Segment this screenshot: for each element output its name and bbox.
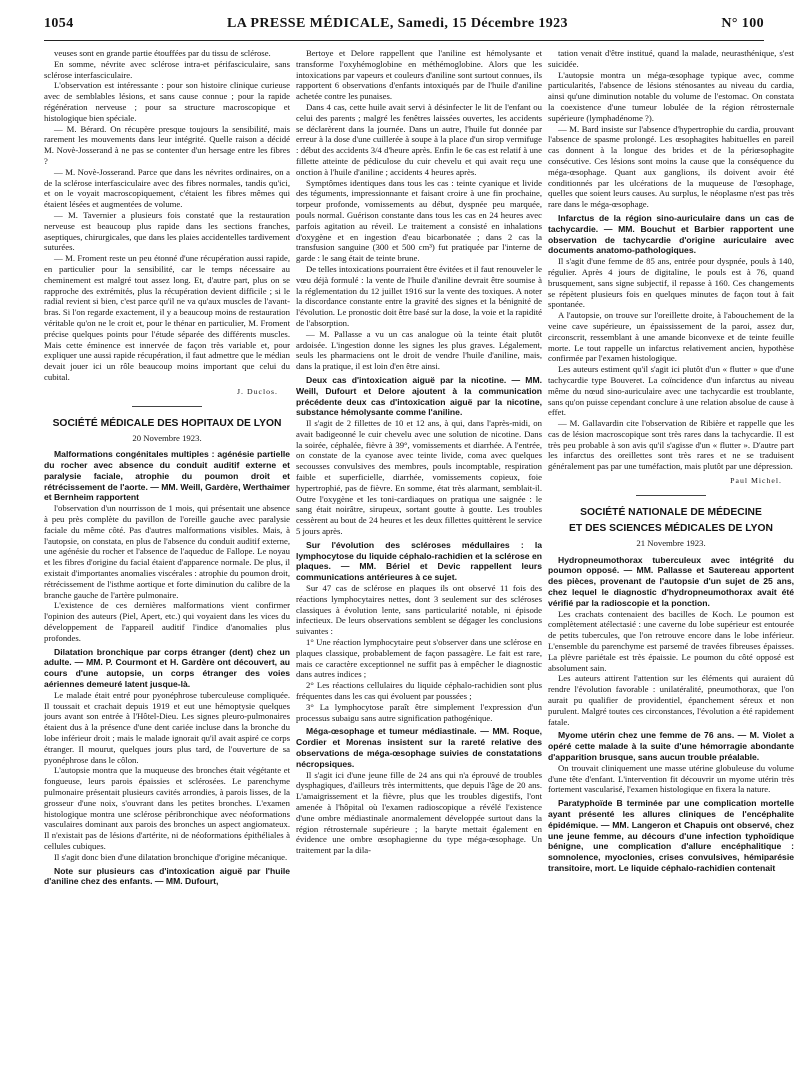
paragraph: Les auteurs attirent l'attention sur les éléments qui auraient dû rendre l'évolution favorable : unilatéralité, pneumothorax, que l'on aurait pu qualifier de providentiel, épanchement séreux et non purulent. Malgré toutes ces circonstances, l'évolution a été rapidement fatale. — [548, 673, 794, 727]
issue-number: N° 100 — [721, 16, 764, 31]
paragraph: L'autopsie montra que la muqueuse des bronches était végétante et fongueuse, leurs parois épaissies et sclérosées. Le parenchyme pulmonaire présentait plusieurs cavités arrondies, à parois lisses, de la grosseur d'une noix, s'ouvrant dans les petites bronches. L'examen histologique montra une sclérose péribronchique avec néoformations vasculaires dominant aux parois des bronches un aspect angiomateux. Il n'existait pas de lésions d'artérite, ni de néoformations épithéliales à cellules cubiques. — [44, 765, 290, 851]
paragraph: L'autopsie montra un méga-œsophage typique avec, comme particularités, l'absence de lésions sténosantes au niveau du cardia, ainsi qu'une diminution notable du volume de l'estomac. On constata la coexistence d'une tumeur lobulée de la région rétrosternale supérieure (lymphadénome ?). — [548, 69, 794, 123]
author-signature: Paul Michel. — [730, 476, 782, 486]
paragraph: tation venait d'être institué, quand la malade, neurasthénique, s'est suicidée. — [548, 48, 794, 69]
journal-title: LA PRESSE MÉDICALE, Samedi, 15 Décembre 1923 — [227, 16, 568, 31]
paragraph: Bertoye et Delore rappellent que l'aniline est hémolysante et transforme l'oxyhémoglobine en méthémoglobine. Alors que les intoxications par vapeurs et couleurs d'aniline sont surtout connues, ils rapportent 6 observations d'enfants intoxiqués par de l'huile d'aniline achetée contre les punaises. — [296, 48, 542, 102]
section-divider — [132, 406, 202, 407]
article-heading: Dilatation bronchique par corps étranger (dent) chez un adulte. — MM. P. Courmont et H. Gardère ont découvert, au cours d'une autopsie, un corps étranger des voies aériennes demeuré latent jusque-là. — [44, 646, 290, 690]
society-heading: ET DES SCIENCES MÉDICALES DE LYON — [569, 522, 773, 534]
paragraph: L'existence de ces dernières malformations vient confirmer l'opinion des auteurs (Piel, Apert, etc.) qui voyaient dans les vices du développement de l'appareil auditif l'indice d'anomalies plus profondes. — [44, 600, 290, 643]
society-heading: SOCIÉTÉ NATIONALE DE MÉDECINE — [580, 506, 762, 518]
paragraph: — M. Pallasse a vu un cas analogue où la teinte était plutôt ardoisée. L'ingestion donne les signes les plus graves. Légalement, seuls les pharmaciens ont le droit de vendre l'huile d'aniline, mais, dans la pratique, il est loin d'en être ainsi. — [296, 328, 542, 372]
paragraph: 2° Les réactions cellulaires du liquide céphalo-rachidien sont plus fréquentes dans les cas qui évoluent par poussées ; — [296, 680, 542, 702]
paragraph: — M. Novè-Josserand. Parce que dans les névrites ordinaires, on a de la sclérose interfasciculaire avec des fibres normales, tandis qu'ici, et on le voyait macroscopiquement, c'étaient les fibres mêmes qui étaient lésées et augmentées de volume. — [44, 166, 290, 210]
paragraph: — M. Froment reste un peu étonné d'une récupération aussi rapide, en particulier pour la sensibilité, car le temps nécessaire au cheminement est malgré tout assez long. Et, d'autre part, plus on se rapproche des extrémités, plus la récupération devient difficile ; si le radial revient si bien, c'est parce qu'il ne va qu'aux muscles de l'avant-bras. Si l'on regarde exactement, il y a beaucoup moins de restauration véritable qu'on ne le croit et, pour le thénar en particulier, M. Froment précise quelques points pour l'étude séparée des différents muscles. Mais cette éminence est innervée de façon très variable et, pour expliquer une aussi rapide récupération, il faut admettre que le médian devait jouer ici un rôle beaucoup moins important que celui du cubital. — [44, 253, 290, 382]
article-heading: Sur l'évolution des scléroses médullaires : la lymphocytose du liquide céphalo-rachidien et la sclérose en plaques. — MM. Bériel et Devic rappellent leurs communications antérieures à ce sujet. — [296, 539, 542, 583]
article-heading: Hydropneumothorax tuberculeux avec intégrité du poumon opposé. — MM. Pallasse et Sautereau apportent des pièces, provenant de l'autopsie d'un sujet de 25 ans, chez lequel le diagnostic d'hydropneumothorax avait été vérifié par la radioscopie et la ponction. — [548, 554, 794, 608]
paragraph: A l'autopsie, on trouve sur l'oreillette droite, à l'abouchement de la veine cave supérieure, un épaississement de la paroi, assez dur, circonscrit, ressemblant à une amande biconvexe et de teinte feuille morte. Le tout rappelle un infarctus relativement ancien, hypothèse confirmée par l'examen histologique. — [548, 310, 794, 364]
page-number: 1054 — [44, 16, 74, 31]
session-date: 20 Novembre 1923. — [132, 432, 202, 443]
column-3 — [548, 48, 794, 1078]
paragraph: Il s'agit de 2 fillettes de 10 et 12 ans, à qui, dans l'après-midi, on avait badigeonné le cuir chevelu avec une solution de nicotine. Dans la soirée, céphalée, fièvre à 39°, vomissements et diarrhée. A l'entrée, on constate de la cyanose avec teinte livide, coma avec quelques secousses convulsives des membres, pouls incomptable, respiration faible et superficielle, diarrhée, vomissements copieux, foie hypertrophié, pas de fièvre. En somme, état très alarmant, semblait-il. Outre l'oxygène et les toni-cardiaques on pratiqua une saignée : le sang était noirâtre, sirupeux, sortant goutte à goutte. Les troubles cessèrent au bout de 24 heures et les deux fillettes quittèrent le service 5 jours après. — [296, 418, 542, 537]
header-rule — [44, 40, 764, 41]
paragraph: — M. Bérard. On récupère presque toujours la sensibilité, mais rarement les mouvements dans leur intégrité. Quelle raison a décidé M. Novè-Josserand à ne pas se contenter d'un hersage entre les fibres ? — [44, 123, 290, 166]
paragraph: Symptômes identiques dans tous les cas : teinte cyanique et livide des téguments, impressionnante et faisant croire à une fin prochaine, torpeur profonde, vomissements au début, dyspnée peu marquée, pouls normal. Guérison constante dans tous les cas en 24 heures avec parfois agitation au réveil. Le traitement a consisté en inhalations d'oxygène et en ingestion d'eau bicarbonatée ; dans 2 cas la transfusion sanguine (300 et 500 cm³) fut pratiquée par l'interne de garde : le sang était de teinte brune. — [296, 177, 542, 264]
article-heading: Deux cas d'intoxication aiguë par la nicotine. — MM. Weill, Dufourt et Delore ajoutent à la communication précédente deux cas d'intoxication aiguë par la nicotine, substance hémolysante comme l'aniline. — [296, 374, 542, 418]
column-1 — [44, 48, 290, 1078]
paragraph: Il s'agit ici d'une jeune fille de 24 ans qui n'a éprouvé de troubles dysphagiques, d'ailleurs très intermittents, que depuis l'âge de 20 ans. L'amaigrissement et la fièvre, plus que les troubles digestifs, l'ont amenée à l'hôpital où l'examen radioscopique a révélé l'existence d'une ombre médiastinale anormalement développée surtout dans la région rétrosternale supérieure ; la baryte mettait également en évidence une ombre œsophagienne du type méga-œsophage. Un traitement par la dila- — [296, 769, 542, 856]
article-heading: Malformations congénitales multiples : agénésie partielle du rocher avec absence du conduit auditif externe et paralysie faciale, atrophie du poumon droit et rétrécissement de l'aorte. — MM. Weill, Gardère, Werthaimer et Bernheim rapportent — [44, 449, 290, 503]
paragraph: On trouvait cliniquement une masse utérine globuleuse du volume d'une tête d'enfant. L'intervention fit découvrir un myome utérin très fortement vascularisé, l'examen histologique en fixera la nature. — [548, 762, 794, 795]
author-signature: J. Duclos. — [237, 386, 278, 396]
article-heading: Méga-œsophage et tumeur médiastinale. — MM. Roque, Cordier et Morenas insistent sur la rareté relative des observations de méga-œsophage suivies de constatations nécropsiques. — [296, 726, 542, 769]
page-header — [44, 16, 764, 38]
paragraph: l'observation d'un nourrisson de 1 mois, qui présentait une absence à peu près complète du pavillon de l'oreille gauche avec paralysie faciale du même côté. Pas d'autres malformations visibles. Mais, à l'autopsie, on constata, en plus de l'absence du conduit auditif externe, une agénésie du rocher et l'absence de l'aqueduc de Fallope. Le noyau et les fibres d'origine du facial étaient d'apparence normale. De plus, il existait d'importantes anomalies viscérales : atrophie du poumon droit, rétrécissement de l'isthme aortique et forte diminution du calibre de la branche gauche de l'artère pulmonaire. — [44, 503, 290, 600]
paragraph: Dans 4 cas, cette huile avait servi à désinfecter le lit de l'enfant ou celui des parents ; malgré les fenêtres laissées ouvertes, les accidents se déclarèrent dans la journée. Dans un autre, l'huile fut donnée par erreur à la dose d'une cuillerée à soupe à la place d'un sirop vermifuge : début des accidents 3/4 d'heure après. Enfin le 6e cas est relatif à une fillette atteinte de pédiculose du cuir chevelu et qui avait reçu une onction à l'huile d'aniline ; accidents 4 heures après. — [296, 101, 542, 177]
session-date: 21 Novembre 1923. — [636, 537, 706, 548]
paragraph: En somme, névrite avec sclérose intra-et périfasciculaire, sans sclérose interfasciculaire. — [44, 58, 290, 80]
article-heading: Paratyphoïde B terminée par une complication mortelle ayant présenté les allures cliniques de l'encéphalite épidémique. — MM. Langeron et Chapuis ont observé, chez une jeune femme, au décours d'une infection typhoïdique bénigne, une complication d'allure encéphalitique : somnolence, myoclonies, crises convulsives, hémiparésie transitoire, mort. Le liquide céphalo-rachidien contenait — [548, 798, 794, 873]
paragraph: — M. Tavernier a plusieurs fois constaté que la restauration nerveuse est beaucoup plus rapide dans les sections franches, aseptiques, chirurgicales, que dans les plaies accidentelles tardivement suturées. — [44, 209, 290, 253]
article-heading: Infarctus de la région sino-auriculaire dans un cas de tachycardie. — MM. Bouchut et Barbier rapportent une observation de tachycardie d'origine auriculaire avec documents anatomo-pathologiques. — [548, 212, 794, 256]
paragraph: Les crachats contenaient des bacilles de Koch. Le poumon est complètement atélectasié : une caverne du lobe supérieur est entourée de petits tubercules, que l'on retrouve encore dans le lobe inférieur. L'ensemble du parenchyme est parsemé de travées fibreuses épaisses. La plèvre pariétale est très épaissie. Le poumon du côté opposé est absolument sain. — [548, 608, 794, 673]
paragraph: — M. Bard insiste sur l'absence d'hypertrophie du cardia, prouvant l'absence de spasme prolongé. Les œsophagites habituelles en pareil cas donnent à la longue des brides et de la périœsophagite consécutive. Ces lésions sont moins la cause que la conséquence du méga-œsophage. Quant aux ganglions, ils doivent avoir été conditionnés par les ulcérations de la muqueuse de l'œsophage, quelles que soient leurs causes. Au surplus, le néoplasme n'est pas très rare dans le méga-œsophage. — [548, 123, 794, 210]
paragraph: — M. Gallavardin cite l'observation de Ribière et rappelle que les cas de lésion macroscopique sont très rares dans la tachycardie. Il est très peu probable à son avis qu'il s'agisse d'un « flutter ». D'autre part les infarctus des oreillettes sont très rares et ne se traduisent généralement pas par une tuméfaction, mais plutôt par une dépression. — [548, 418, 794, 472]
article-heading: Myome utérin chez une femme de 76 ans. — M. Violet a opéré cette malade à la suite d'une hémorragie abondante d'apparition brusque, sans aucun trouble préalable. — [548, 730, 794, 763]
paragraph: L'observation est intéressante : pour son histoire clinique curieuse avec de semblables lésions, et sans cause connue ; pour la rapide régénération nerveuse ; pour sa structure macroscopique et histologique bien spéciale. — [44, 80, 290, 123]
paragraph: veuses sont en grande partie étouffées par du tissu de sclérose. — [54, 48, 271, 58]
society-heading: SOCIÉTÉ MÉDICALE DES HOPITAUX DE LYON — [52, 417, 282, 429]
section-divider — [636, 495, 706, 496]
paragraph: 1° Une réaction lymphocytaire peut s'observer dans une sclérose en plaques classique, probablement de façon passagère. Le fait est rare, mais ce caractère exceptionnel ne suffit pas à empêcher le diagnostic dans autres indices ; — [296, 637, 542, 680]
paragraph: Il s'agit d'une femme de 85 ans, entrée pour dyspnée, pouls à 140, régulier. Après 4 jours de digitaline, le pouls est à 76, quand brusquement, sans signe subjectif, il repasse à 160. Ces changements se répètent plusieurs fois en quelques minutes de façon tout à fait spontanée. — [548, 256, 794, 310]
paragraph: De telles intoxications pourraient être évitées et il faut renouveler le vœu déjà formulé : la vente de l'huile d'aniline devrait être soumise à la réglementation du 12 juillet 1916 sur la vente des toxiques. A noter la discordance constante entre la gravité des signes et la bénignité de l'évolution. Le pronostic doit être basé sur la dose, la voie et la rapidité de l'absorption. — [296, 263, 542, 328]
paragraph: 3° La lymphocytose paraît être simplement l'expression d'un processus subaigu sans autre signification pathogénique. — [296, 701, 542, 723]
paragraph: Il s'agit donc bien d'une dilatation bronchique d'origine mécanique. — [54, 851, 288, 862]
column-2 — [296, 48, 542, 1078]
paragraph: Le malade était entré pour pyonéphrose tuberculeuse compliquée. Il toussait et crachait depuis 1919 et eut une hémoptysie quelques jours avant son entrée à l'Hôtel-Dieu. Les signes pleuro-pulmonaires étaient dus à la présence d'une dent cariée incluse dans la bronche du lobe inférieur droit ; mais le malade ignorait qu'il avait aspiré ce corps étranger. Il mourut, quelques jours plus tard, de l'ouverture de sa pyonéphrose dans le côlon. — [44, 689, 290, 765]
paragraph: Les auteurs estiment qu'il s'agit ici plutôt d'un « flutter » que d'une tachycardie type Bouveret. La coïncidence d'un infarctus au niveau même du nœud sino-auriculaire avec une tachycardie est troublante, sans qu'on puisse cependant conclure à une relation absolue de cause à effet. — [548, 364, 794, 418]
article-heading: Note sur plusieurs cas d'intoxication aiguë par l'huile d'aniline chez des enfants. — MM. Dufourt, — [44, 865, 290, 887]
paragraph: Sur 47 cas de sclérose en plaques ils ont observé 11 fois des réactions lymphocytaires nettes, dont 3 seulement sur des scléroses classiques à évolution lente, sans particularité notable, ni épisode infectieux. De leurs observations semblent se dégager les conclusions suivantes : — [296, 583, 542, 637]
